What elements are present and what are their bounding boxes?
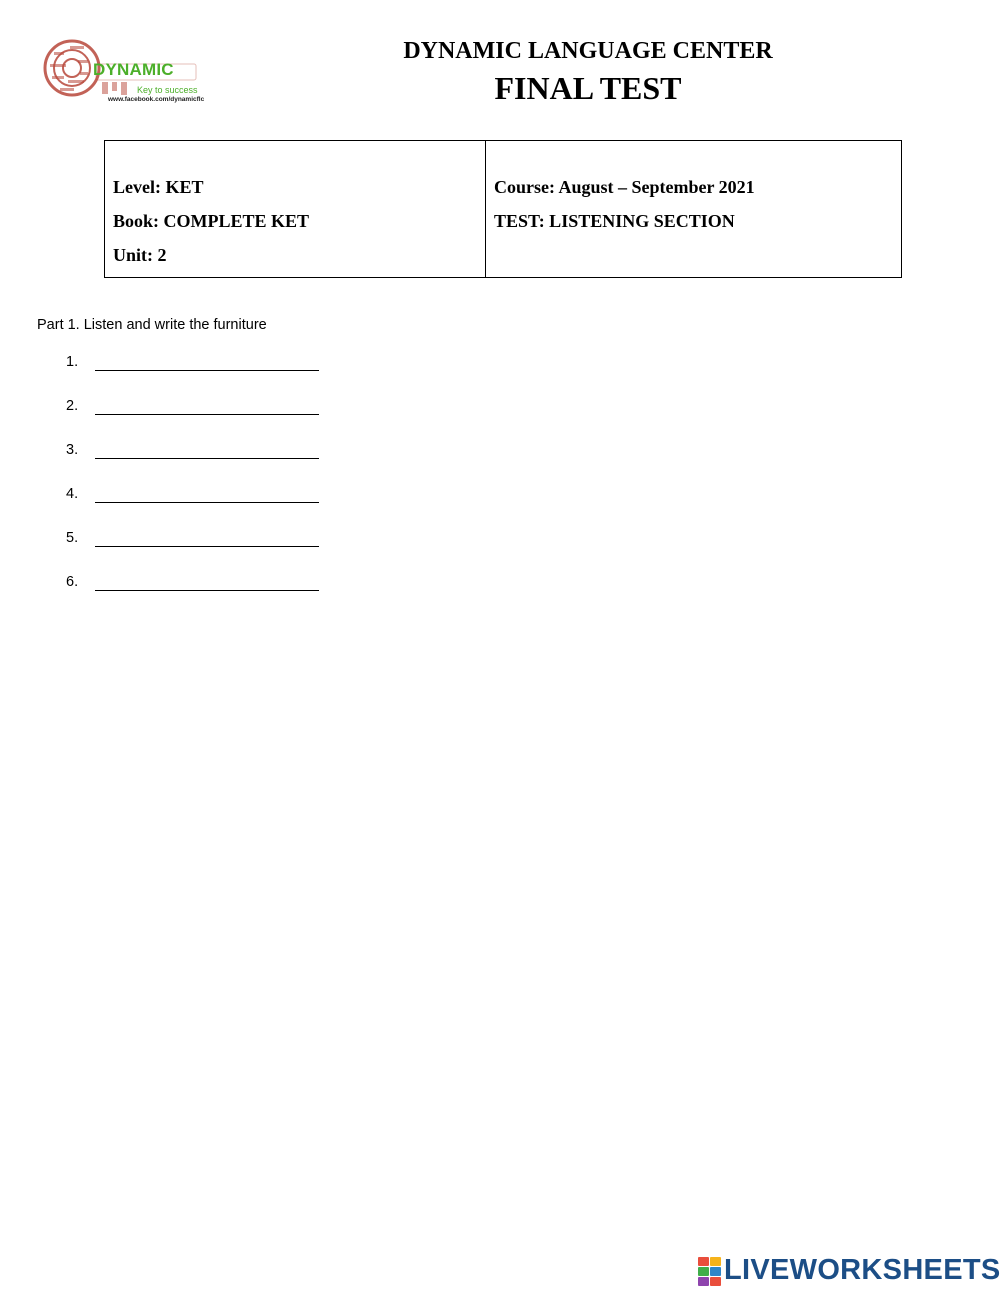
answer-input-4[interactable]: [95, 484, 319, 503]
brand-name: LIVEWORKSHEETS: [724, 1254, 1000, 1286]
answer-input-6[interactable]: [95, 572, 319, 591]
book-label: Book: COMPLETE KET: [113, 211, 310, 231]
course-info-table: [104, 140, 902, 278]
answer-input-2[interactable]: [95, 396, 319, 415]
item-number: 4.: [66, 486, 79, 502]
liveworksheets-brand: [698, 1254, 1000, 1287]
logo-wordmark: DYNAMIC: [93, 60, 174, 79]
list-item: [66, 440, 319, 484]
part1-heading: Part 1. Listen and write the furniture: [37, 317, 267, 333]
live-badge-icon: [698, 1257, 720, 1285]
item-number: 2.: [66, 398, 79, 414]
course-label: Course: August – September 2021: [494, 177, 755, 197]
item-number: 1.: [66, 354, 79, 370]
list-item: [66, 352, 319, 396]
info-cell-right: [486, 141, 901, 277]
item-number: 3.: [66, 442, 79, 458]
answer-input-3[interactable]: [95, 440, 319, 459]
answer-list: [66, 352, 319, 616]
info-cell-left: [105, 141, 486, 277]
item-number: 6.: [66, 574, 79, 590]
list-item: [66, 572, 319, 616]
center-name: DYNAMIC LANGUAGE CENTER: [403, 38, 773, 64]
answer-input-1[interactable]: [95, 352, 319, 371]
unit-label: Unit: 2: [113, 245, 167, 265]
test-title: FINAL TEST: [494, 70, 682, 106]
logo-url: www.facebook.com/dynamicflc: [108, 96, 205, 103]
list-item: [66, 484, 319, 528]
logo-tagline: Key to success: [137, 85, 198, 95]
answer-input-5[interactable]: [95, 528, 319, 547]
item-number: 5.: [66, 530, 79, 546]
test-section-label: TEST: LISTENING SECTION: [494, 211, 735, 231]
list-item: [66, 528, 319, 572]
level-label: Level: KET: [113, 177, 204, 197]
list-item: [66, 396, 319, 440]
dynamic-logo: [40, 34, 205, 114]
